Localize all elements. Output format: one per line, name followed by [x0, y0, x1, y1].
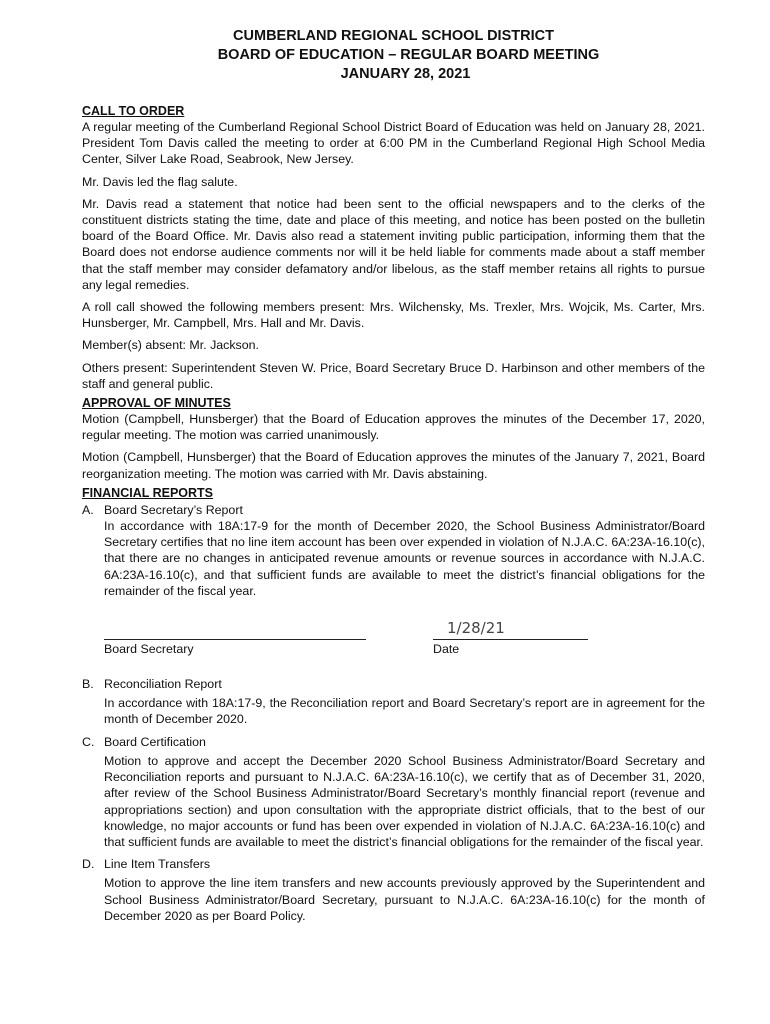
- item-b-heading: [82, 676, 705, 692]
- item-c-body: Motion to approve and accept the December 2020 School Business Administrator/Board Secretary and Reconciliation reports and pursuant to N.J.A.C. 6A:23A-16.10(c), we certify that as of December 31, 2020, after review of the School Business Administrator/Board Secretary’s monthly financial report (revenue and appropriations section) and upon consultation with the appropriate district officials, that to the best of our knowledge, no major accounts or fund has been over expended in violation of N.J.A.C. 6A:23A-16.10(c) and that sufficient funds are available to meet the district’s financial obligations for the remainder of the fiscal year.: [104, 753, 705, 849]
- signature-date-value: 1/28/21: [433, 619, 588, 640]
- notice-statement-paragraph: Mr. Davis read a statement that notice had been sent to the official newspapers and to the clerks of the constituent districts stating the time, date and place of this meeting, and notice has been posted on the bulletin board of the Board Office. Mr. Davis also read a statement inviting public participation, informing them that the Board does not endorse audience comments nor will it be held liable for comments made about a staff member that the staff member may consider defamatory and/or libelous, as the staff member retains all rights to pursue any legal remedies.: [82, 196, 705, 292]
- flag-salute-paragraph: Mr. Davis led the flag salute.: [82, 174, 238, 189]
- item-d-heading: [82, 856, 705, 872]
- item-d-title: Line Item Transfers: [104, 857, 211, 872]
- title-district: CUMBERLAND REGIONAL SCHOOL DISTRICT: [233, 28, 554, 44]
- signature-line: [104, 639, 366, 640]
- section-heading-approval-of-minutes: APPROVAL OF MINUTES: [82, 396, 231, 411]
- item-a-body: In accordance with 18A:17-9 for the month of December 2020, the School Business Administrator/Board Secretary certifies that no line item account has been over expended in violation of N.J.A.C. 6A:23A-16.10(c), that there are no changes in anticipated revenue amounts or revenue sources in accordance with N.J.A.C. 6A:23A-16.10(c), and that sufficient funds are available to meet the district’s financial obligations for the remainder of the fiscal year.: [104, 519, 705, 598]
- item-b-body: In accordance with 18A:17-9, the Reconciliation report and Board Secretary’s report are in agreement for the month of December 2020.: [104, 696, 705, 727]
- item-c-heading: [82, 734, 705, 750]
- section-heading-call-to-order: CALL TO ORDER: [82, 104, 185, 118]
- minutes-motion-january: Motion (Campbell, Hunsberger) that the Board of Education approves the minutes of the January 7, 2021, Board reorganization meeting. The motion was carried with Mr. Davis abstaining.: [82, 450, 705, 481]
- roll-call-paragraph: A roll call showed the following members present: Mrs. Wilchensky, Ms. Trexler, Mrs. Wojcik, Ms. Carter, Mrs. Hunsberger, Mr. Campbell, Mrs. Hall and Mr. Davis.: [82, 300, 705, 331]
- item-c-letter: C.: [82, 734, 95, 749]
- minutes-motion-december: Motion (Campbell, Hunsberger) that the Board of Education approves the minutes of the December 17, 2020, regular meeting. The motion was carried unanimously.: [82, 412, 705, 443]
- others-present-paragraph: Others present: Superintendent Steven W. Price, Board Secretary Bruce D. Harbinson and other members of the staff and general public.: [82, 360, 705, 391]
- item-b-title: Reconciliation Report: [104, 677, 222, 692]
- title-meeting: BOARD OF EDUCATION – REGULAR BOARD MEETING: [217, 47, 600, 63]
- title-date: JANUARY 28, 2021: [340, 66, 471, 82]
- item-a-title: Board Secretary’s Report: [104, 502, 243, 517]
- item-a-heading: [82, 502, 705, 518]
- call-to-order-paragraph: A regular meeting of the Cumberland Regional School District Board of Education was held on January 28, 2021. President Tom Davis called the meeting to order at 6:00 PM in the Cumberland Regional High School Media Center, Silver Lake Road, Seabrook, New Jersey.: [82, 120, 705, 167]
- signature-label: Board Secretary: [104, 642, 194, 657]
- item-c-title: Board Certification: [104, 734, 206, 749]
- item-d-body: Motion to approve the line item transfers and new accounts previously approved by the Superintendent and School Business Administrator/Board Secretary, pursuant to N.J.A.C. 6A:23A-16.10(c) for the month of December 2020 as per Board Policy.: [104, 876, 705, 923]
- members-absent-paragraph: Member(s) absent: Mr. Jackson.: [82, 338, 259, 353]
- document-title: [82, 27, 705, 84]
- item-a-letter: A.: [82, 502, 94, 517]
- signature-date-label: Date: [433, 642, 460, 657]
- signature-block: [82, 618, 705, 676]
- item-b-letter: B.: [82, 677, 94, 692]
- section-heading-financial-reports: FINANCIAL REPORTS: [82, 485, 214, 500]
- item-d-letter: D.: [82, 857, 95, 872]
